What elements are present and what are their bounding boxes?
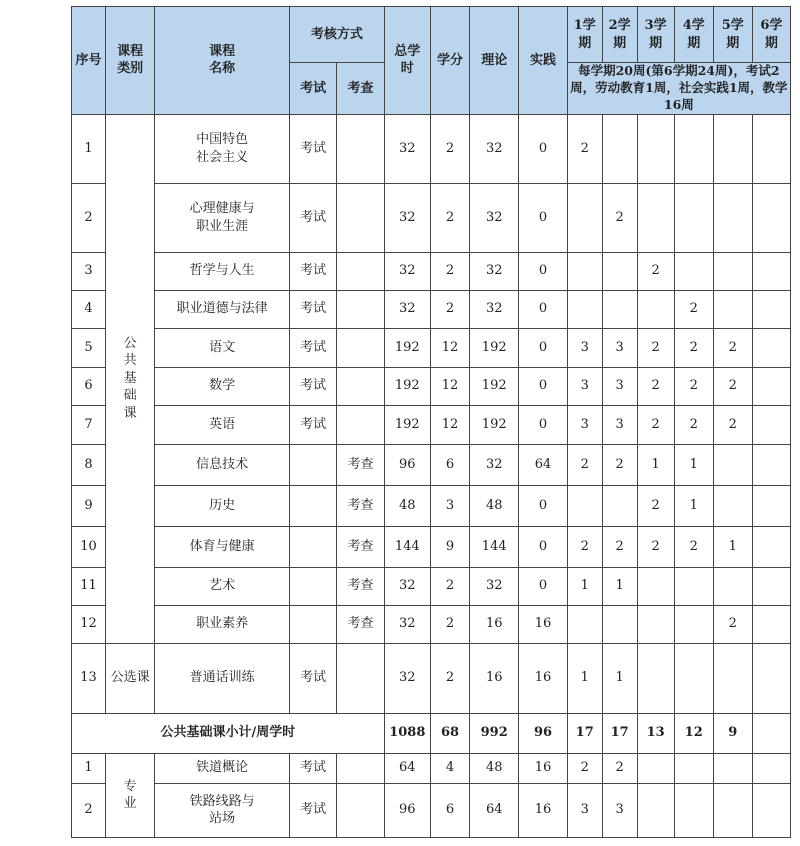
semester-cell: 3 — [602, 405, 637, 444]
semester-cell: 1 — [567, 567, 602, 605]
total-hours-cell: 192 — [384, 405, 430, 444]
header-semester-1: 1学 期 — [567, 7, 602, 63]
semester-cell — [752, 783, 790, 837]
practice-cell: 0 — [519, 485, 567, 526]
semester-cell: 2 — [674, 290, 713, 328]
semester-cell — [637, 290, 674, 328]
semester-cell — [752, 367, 790, 405]
semester-cell: 2 — [674, 328, 713, 367]
theory-cell: 32 — [470, 444, 519, 485]
total-hours-cell: 96 — [384, 783, 430, 837]
semester-cell: 2 — [637, 252, 674, 290]
check-cell — [337, 114, 384, 183]
subtotal-total-hours: 1088 — [384, 713, 430, 753]
table-row — [72, 328, 791, 367]
check-cell — [337, 643, 384, 713]
credits-cell: 12 — [430, 367, 469, 405]
header-semester-4: 4学 期 — [674, 7, 713, 63]
subtotal-semester-cell: 12 — [674, 713, 713, 753]
check-cell — [337, 290, 384, 328]
theory-cell: 64 — [470, 783, 519, 837]
subtotal-label: 公共基础课小计/周学时 — [72, 713, 385, 753]
semester-cell — [567, 290, 602, 328]
row-seq: 9 — [72, 485, 106, 526]
total-hours-cell: 32 — [384, 605, 430, 643]
semester-cell — [752, 183, 790, 252]
exam-cell — [290, 526, 337, 567]
semester-cell — [713, 485, 752, 526]
course-name: 铁路线路与 站场 — [155, 783, 290, 837]
header-semester-note: 每学期20周(第6学期24周)，考试2周，劳动教育1周，社会实践1周，教学16周 — [567, 63, 790, 115]
table-row — [72, 605, 791, 643]
semester-cell — [752, 485, 790, 526]
subtotal-row — [72, 713, 791, 753]
semester-cell — [567, 183, 602, 252]
semester-cell: 2 — [674, 367, 713, 405]
credits-cell: 12 — [430, 328, 469, 367]
semester-cell: 2 — [674, 526, 713, 567]
semester-cell — [674, 783, 713, 837]
theory-cell: 192 — [470, 405, 519, 444]
check-cell — [337, 252, 384, 290]
semester-cell — [602, 485, 637, 526]
row-seq: 3 — [72, 252, 106, 290]
semester-cell — [713, 567, 752, 605]
semester-cell: 1 — [567, 643, 602, 713]
row-seq: 11 — [72, 567, 106, 605]
practice-cell: 0 — [519, 114, 567, 183]
header-semester-2: 2学 期 — [602, 7, 637, 63]
semester-cell: 2 — [567, 114, 602, 183]
course-name: 铁道概论 — [155, 753, 290, 783]
semester-cell: 2 — [567, 753, 602, 783]
check-cell: 考查 — [337, 567, 384, 605]
credits-cell: 2 — [430, 252, 469, 290]
semester-cell: 2 — [713, 367, 752, 405]
header-semester-3: 3学 期 — [637, 7, 674, 63]
semester-cell: 2 — [674, 405, 713, 444]
exam-cell: 考试 — [290, 783, 337, 837]
total-hours-cell: 32 — [384, 252, 430, 290]
semester-cell — [713, 753, 752, 783]
subtotal-semester-cell — [752, 713, 790, 753]
course-name: 数学 — [155, 367, 290, 405]
header-course-name: 课程 名称 — [155, 7, 290, 115]
exam-cell — [290, 605, 337, 643]
total-hours-cell: 144 — [384, 526, 430, 567]
exam-cell — [290, 485, 337, 526]
semester-cell: 2 — [602, 753, 637, 783]
semester-cell — [713, 252, 752, 290]
row-seq: 6 — [72, 367, 106, 405]
practice-cell: 0 — [519, 526, 567, 567]
semester-cell — [713, 783, 752, 837]
semester-cell — [752, 114, 790, 183]
semester-cell: 2 — [713, 405, 752, 444]
semester-cell: 1 — [713, 526, 752, 567]
table-row — [72, 290, 791, 328]
subtotal-theory: 992 — [470, 713, 519, 753]
header-credits: 学分 — [430, 7, 469, 115]
subtotal-credits: 68 — [430, 713, 469, 753]
header-theory: 理论 — [470, 7, 519, 115]
theory-cell: 144 — [470, 526, 519, 567]
semester-cell: 1 — [602, 643, 637, 713]
table-header — [72, 7, 791, 115]
check-cell — [337, 367, 384, 405]
exam-cell: 考试 — [290, 753, 337, 783]
semester-cell — [752, 290, 790, 328]
practice-cell: 16 — [519, 783, 567, 837]
practice-cell: 0 — [519, 328, 567, 367]
practice-cell: 16 — [519, 643, 567, 713]
table-row — [72, 485, 791, 526]
row-seq: 8 — [72, 444, 106, 485]
semester-cell — [674, 605, 713, 643]
row-seq: 12 — [72, 605, 106, 643]
exam-cell: 考试 — [290, 367, 337, 405]
subtotal-semester-cell: 13 — [637, 713, 674, 753]
exam-cell: 考试 — [290, 328, 337, 367]
semester-cell — [674, 252, 713, 290]
semester-cell: 2 — [713, 328, 752, 367]
theory-cell: 32 — [470, 183, 519, 252]
total-hours-cell: 32 — [384, 643, 430, 713]
credits-cell: 2 — [430, 567, 469, 605]
practice-cell: 64 — [519, 444, 567, 485]
semester-cell: 1 — [637, 444, 674, 485]
semester-cell: 2 — [637, 367, 674, 405]
semester-cell — [752, 252, 790, 290]
row-seq: 2 — [72, 783, 106, 837]
semester-cell — [637, 183, 674, 252]
header-category: 课程 类别 — [105, 7, 154, 115]
subtotal-semester-cell: 9 — [713, 713, 752, 753]
header-seq: 序号 — [72, 7, 106, 115]
semester-cell — [637, 567, 674, 605]
table-row — [72, 526, 791, 567]
total-hours-cell: 192 — [384, 367, 430, 405]
semester-cell: 2 — [637, 405, 674, 444]
semester-cell: 3 — [567, 783, 602, 837]
header-check: 考查 — [337, 63, 384, 115]
credits-cell: 2 — [430, 643, 469, 713]
check-cell: 考查 — [337, 605, 384, 643]
table-row — [72, 643, 791, 713]
subtotal-practice: 96 — [519, 713, 567, 753]
exam-cell: 考试 — [290, 114, 337, 183]
credits-cell: 6 — [430, 783, 469, 837]
semester-cell — [752, 753, 790, 783]
course-name: 中国特色 社会主义 — [155, 114, 290, 183]
semester-cell: 1 — [674, 485, 713, 526]
practice-cell: 16 — [519, 753, 567, 783]
table-row — [72, 753, 791, 783]
semester-cell — [637, 114, 674, 183]
theory-cell: 48 — [470, 485, 519, 526]
course-name: 英语 — [155, 405, 290, 444]
semester-cell — [674, 567, 713, 605]
theory-cell: 192 — [470, 328, 519, 367]
practice-cell: 0 — [519, 567, 567, 605]
semester-cell — [752, 444, 790, 485]
row-seq: 5 — [72, 328, 106, 367]
credits-cell: 2 — [430, 183, 469, 252]
table-body — [72, 114, 791, 837]
row-seq: 13 — [72, 643, 106, 713]
course-name: 艺术 — [155, 567, 290, 605]
total-hours-cell: 32 — [384, 567, 430, 605]
header-total-hours: 总学 时 — [384, 7, 430, 115]
credits-cell: 2 — [430, 605, 469, 643]
theory-cell: 32 — [470, 252, 519, 290]
theory-cell: 32 — [470, 567, 519, 605]
semester-cell — [637, 605, 674, 643]
semester-cell — [713, 290, 752, 328]
semester-cell: 3 — [567, 367, 602, 405]
credits-cell: 3 — [430, 485, 469, 526]
subtotal-semester-cell: 17 — [567, 713, 602, 753]
credits-cell: 9 — [430, 526, 469, 567]
semester-cell — [713, 444, 752, 485]
practice-cell: 16 — [519, 605, 567, 643]
course-name: 职业素养 — [155, 605, 290, 643]
semester-cell — [567, 252, 602, 290]
check-cell — [337, 183, 384, 252]
row-seq: 7 — [72, 405, 106, 444]
semester-cell — [674, 183, 713, 252]
semester-cell — [713, 114, 752, 183]
row-seq: 10 — [72, 526, 106, 567]
exam-cell: 考试 — [290, 643, 337, 713]
theory-cell: 192 — [470, 367, 519, 405]
course-name: 信息技术 — [155, 444, 290, 485]
table-row — [72, 405, 791, 444]
semester-cell — [752, 567, 790, 605]
row-seq: 1 — [72, 753, 106, 783]
practice-cell: 0 — [519, 367, 567, 405]
practice-cell: 0 — [519, 252, 567, 290]
theory-cell: 32 — [470, 114, 519, 183]
check-cell — [337, 405, 384, 444]
semester-cell — [674, 643, 713, 713]
check-cell: 考查 — [337, 485, 384, 526]
theory-cell: 16 — [470, 643, 519, 713]
practice-cell: 0 — [519, 405, 567, 444]
semester-cell — [602, 605, 637, 643]
course-name: 职业道德与法律 — [155, 290, 290, 328]
row-seq: 2 — [72, 183, 106, 252]
semester-cell: 1 — [602, 567, 637, 605]
semester-cell — [637, 783, 674, 837]
semester-cell — [637, 753, 674, 783]
total-hours-cell: 64 — [384, 753, 430, 783]
semester-cell — [713, 183, 752, 252]
table-row — [72, 444, 791, 485]
course-name: 语文 — [155, 328, 290, 367]
semester-cell: 2 — [602, 444, 637, 485]
semester-cell — [567, 485, 602, 526]
teaching-plan-table — [71, 6, 791, 838]
credits-cell: 2 — [430, 114, 469, 183]
total-hours-cell: 48 — [384, 485, 430, 526]
exam-cell: 考试 — [290, 183, 337, 252]
total-hours-cell: 96 — [384, 444, 430, 485]
course-name: 体育与健康 — [155, 526, 290, 567]
semester-cell: 2 — [602, 183, 637, 252]
semester-cell: 3 — [567, 328, 602, 367]
exam-cell — [290, 567, 337, 605]
semester-cell: 2 — [713, 605, 752, 643]
semester-cell: 3 — [567, 405, 602, 444]
table-row — [72, 367, 791, 405]
semester-cell: 2 — [567, 444, 602, 485]
semester-cell: 2 — [567, 526, 602, 567]
table-row — [72, 783, 791, 837]
semester-cell — [602, 114, 637, 183]
semester-cell — [752, 405, 790, 444]
semester-cell — [637, 643, 674, 713]
check-cell — [337, 783, 384, 837]
exam-cell: 考试 — [290, 252, 337, 290]
total-hours-cell: 32 — [384, 290, 430, 328]
semester-cell — [752, 526, 790, 567]
semester-cell — [752, 328, 790, 367]
header-exam: 考试 — [290, 63, 337, 115]
header-semester-6: 6学 期 — [752, 7, 790, 63]
semester-cell: 2 — [637, 526, 674, 567]
credits-cell: 6 — [430, 444, 469, 485]
row-seq: 4 — [72, 290, 106, 328]
practice-cell: 0 — [519, 183, 567, 252]
check-cell: 考查 — [337, 444, 384, 485]
category-major: 专 业 — [105, 753, 154, 837]
exam-cell: 考试 — [290, 405, 337, 444]
theory-cell: 48 — [470, 753, 519, 783]
table-row — [72, 567, 791, 605]
total-hours-cell: 192 — [384, 328, 430, 367]
check-cell — [337, 328, 384, 367]
table-row — [72, 252, 791, 290]
theory-cell: 16 — [470, 605, 519, 643]
semester-cell: 2 — [637, 328, 674, 367]
check-cell: 考查 — [337, 526, 384, 567]
semester-cell — [713, 643, 752, 713]
semester-cell — [752, 643, 790, 713]
semester-cell — [674, 753, 713, 783]
row-seq: 1 — [72, 114, 106, 183]
semester-cell: 2 — [637, 485, 674, 526]
table-row — [72, 183, 791, 252]
semester-cell — [602, 290, 637, 328]
category-elective: 公选课 — [105, 643, 154, 713]
header-assessment: 考核方式 — [290, 7, 385, 63]
credits-cell: 2 — [430, 290, 469, 328]
total-hours-cell: 32 — [384, 114, 430, 183]
check-cell — [337, 753, 384, 783]
semester-cell: 1 — [674, 444, 713, 485]
semester-cell: 3 — [602, 783, 637, 837]
course-name: 心理健康与 职业生涯 — [155, 183, 290, 252]
theory-cell: 32 — [470, 290, 519, 328]
subtotal-semester-cell: 17 — [602, 713, 637, 753]
total-hours-cell: 32 — [384, 183, 430, 252]
semester-cell — [567, 605, 602, 643]
course-name: 历史 — [155, 485, 290, 526]
semester-cell: 3 — [602, 367, 637, 405]
practice-cell: 0 — [519, 290, 567, 328]
table-row — [72, 114, 791, 183]
exam-cell — [290, 444, 337, 485]
credits-cell: 4 — [430, 753, 469, 783]
course-name: 普通话训练 — [155, 643, 290, 713]
exam-cell: 考试 — [290, 290, 337, 328]
semester-cell — [602, 252, 637, 290]
semester-cell: 3 — [602, 328, 637, 367]
credits-cell: 12 — [430, 405, 469, 444]
semester-cell — [752, 605, 790, 643]
category-public: 公 共 基 础 课 — [105, 114, 154, 643]
header-semester-5: 5学 期 — [713, 7, 752, 63]
semester-cell — [674, 114, 713, 183]
course-name: 哲学与人生 — [155, 252, 290, 290]
header-practice: 实践 — [519, 7, 567, 115]
semester-cell: 2 — [602, 526, 637, 567]
